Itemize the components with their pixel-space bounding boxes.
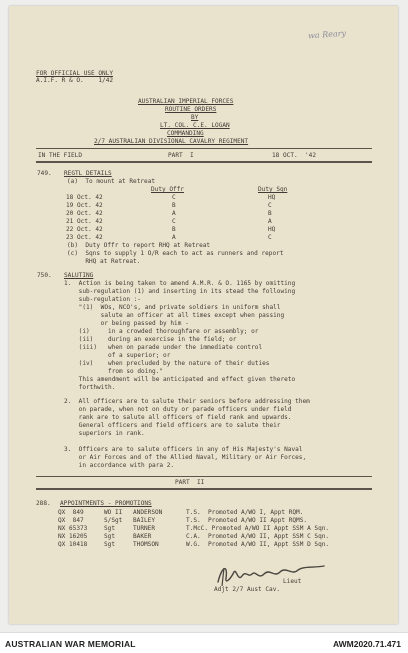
order-749-number: 749.: [37, 170, 52, 177]
roster-date: 20 Oct. 42: [66, 210, 103, 217]
text-line: (iv) when precluded by the nature of their duties: [64, 360, 270, 367]
roster-sqn: C: [268, 234, 272, 241]
text-line: of a superior; or: [64, 352, 171, 359]
header-date: 18 OCT. '42: [272, 152, 317, 159]
classification-line-1: FOR OFFICIAL USE ONLY: [36, 70, 114, 77]
roster-sqn: HQ: [268, 194, 276, 201]
service-number: QX 847: [58, 517, 84, 524]
header-rule-bottom: [36, 161, 372, 163]
promotion-detail: T.S. Promoted A/WO I, Appt RQM.: [186, 509, 304, 516]
header-part: PART I: [168, 152, 194, 159]
text-line: or being passed by him -: [64, 320, 189, 327]
text-line: 3. Officers are to salute officers in any of His Majesty's Naval: [64, 446, 303, 453]
service-number: QX 10418: [58, 541, 88, 548]
text-line: sub-regulation (1) and inserting in its stead the following: [64, 288, 296, 295]
handwritten-note: wa Reary: [307, 28, 347, 41]
heading-regiment: 2/7 AUSTRALIAN DIVISIONAL CAVALRY REGIMENT: [94, 138, 249, 145]
text-line: in accordance with para 2.: [64, 462, 175, 469]
text-line: or Air Forces and of the Allied Naval, Military or Air Forces,: [64, 454, 307, 461]
rank: WO II: [104, 509, 123, 516]
duty-sqn-column-header: Duty Sqn: [258, 186, 288, 193]
archive-footer: [0, 632, 408, 653]
surname: BAILEY: [133, 517, 156, 524]
surname: THOMSON: [133, 541, 159, 548]
roster-date: 23 Oct. 42: [66, 234, 103, 241]
surname: ANDERSON: [133, 509, 163, 516]
roster-offr: B: [172, 202, 176, 209]
rank: Sgt: [104, 541, 116, 548]
text-line: 2. All officers are to salute their seniors before addressing them: [64, 398, 310, 405]
promotion-detail: T.S. Promoted A/WO II Appt RQMS.: [186, 517, 308, 524]
part-2-label: PART II: [175, 479, 205, 486]
text-line: General officers and field officers are to salute their: [64, 422, 281, 429]
surname: TURNER: [133, 525, 156, 532]
roster-offr: C: [172, 194, 176, 201]
roster-date: 21 Oct. 42: [66, 218, 103, 225]
rank: S/Sgt: [104, 517, 123, 524]
text-line: 1. Action is being taken to amend A.M.R. & O. 1165 by omitting: [64, 280, 296, 287]
promotion-detail: W.G. Promoted A/WO II, Appt SSM D Sqn.: [186, 541, 330, 548]
order-750-number: 750.: [37, 272, 52, 279]
heading-routine-orders: ROUTINE ORDERS: [165, 106, 217, 113]
text-line: rank are to salute all officers of field rank and upwards.: [64, 414, 292, 421]
order-749-title: REGTL DETAILS: [64, 170, 112, 177]
service-number: NX 65373: [58, 525, 88, 532]
part-2-rule-top: [36, 476, 372, 477]
roster-date: 22 Oct. 42: [66, 226, 103, 233]
roster-offr: A: [172, 210, 176, 217]
order-750-title: SALUTING: [64, 272, 94, 279]
signature-rank: Lieut: [283, 578, 302, 585]
header-rule-top: [36, 148, 372, 149]
order-749-sub-a: (a) To mount at Retreat: [67, 178, 156, 185]
order-288-number: 288.: [36, 500, 51, 507]
order-749-sub-b: (b) Duty Offr to report RHQ at Retreat: [67, 242, 211, 249]
roster-sqn: B: [268, 210, 272, 217]
roster-offr: A: [172, 234, 176, 241]
rank: Sgt: [104, 533, 116, 540]
part-2-rule-bottom: [36, 488, 372, 490]
classification-line-2: A.I.F. R & O. 1/42: [36, 77, 114, 84]
promotion-detail: C.A. Promoted A/WO II, Appt SSM C Sqn.: [186, 533, 330, 540]
duty-offr-column-header: Duty Offr: [151, 186, 185, 193]
surname: BAKER: [133, 533, 152, 540]
promotion-detail: T.McC. Promoted A/WO II Appt SSM A Sqn.: [186, 525, 330, 532]
text-line: forthwith.: [64, 384, 116, 391]
text-line: "(1) WOs, NCO's, and private soldiers in uniform shall: [64, 304, 281, 311]
text-line: (iii) when on parade under the immediate control: [64, 344, 263, 351]
text-line: This amendment will be anticipated and effect given thereto: [64, 376, 296, 383]
header-location: IN THE FIELD: [38, 152, 83, 159]
text-line: on parade, when not on duty or parade officers under field: [64, 406, 292, 413]
order-749-sub-c-line-2: RHQ at Retreat.: [67, 258, 141, 265]
heading-by: BY: [191, 114, 199, 121]
roster-sqn: A: [268, 218, 272, 225]
heading-commander-name: LT. COL. C.E. LOGAN: [160, 122, 230, 129]
service-number: NX 16205: [58, 533, 88, 540]
text-line: (ii) during an exercise in the field; or: [64, 336, 237, 343]
roster-sqn: HQ: [268, 226, 276, 233]
text-line: (i) in a crowded thoroughfare or assembly; or: [64, 328, 259, 335]
heading-forces: AUSTRALIAN IMPERIAL FORCES: [138, 98, 234, 105]
footer-institution: AUSTRALIAN WAR MEMORIAL: [5, 639, 136, 649]
text-line: salute an officer at all times except when passing: [64, 312, 285, 319]
roster-sqn: C: [268, 202, 272, 209]
order-749-sub-c-line-1: (c) Sqns to supply 1 O/R each to act as runners and report: [67, 250, 284, 257]
text-line: superiors in rank.: [64, 430, 145, 437]
footer-accession-number: AWM2020.71.471: [332, 639, 401, 649]
text-line: from so doing.": [64, 368, 164, 375]
order-288-title: APPOINTMENTS - PROMOTIONS: [60, 500, 152, 507]
roster-date: 19 Oct. 42: [66, 202, 103, 209]
service-number: QX 849: [58, 509, 84, 516]
text-line: sub-regulation :-: [64, 296, 142, 303]
rank: Sgt: [104, 525, 116, 532]
roster-offr: C: [172, 218, 176, 225]
roster-offr: B: [172, 226, 176, 233]
roster-date: 18 Oct. 42: [66, 194, 103, 201]
signature-appointment: Adjt 2/7 Aust Cav.: [214, 586, 281, 593]
heading-commanding: COMMANDING: [167, 130, 204, 137]
